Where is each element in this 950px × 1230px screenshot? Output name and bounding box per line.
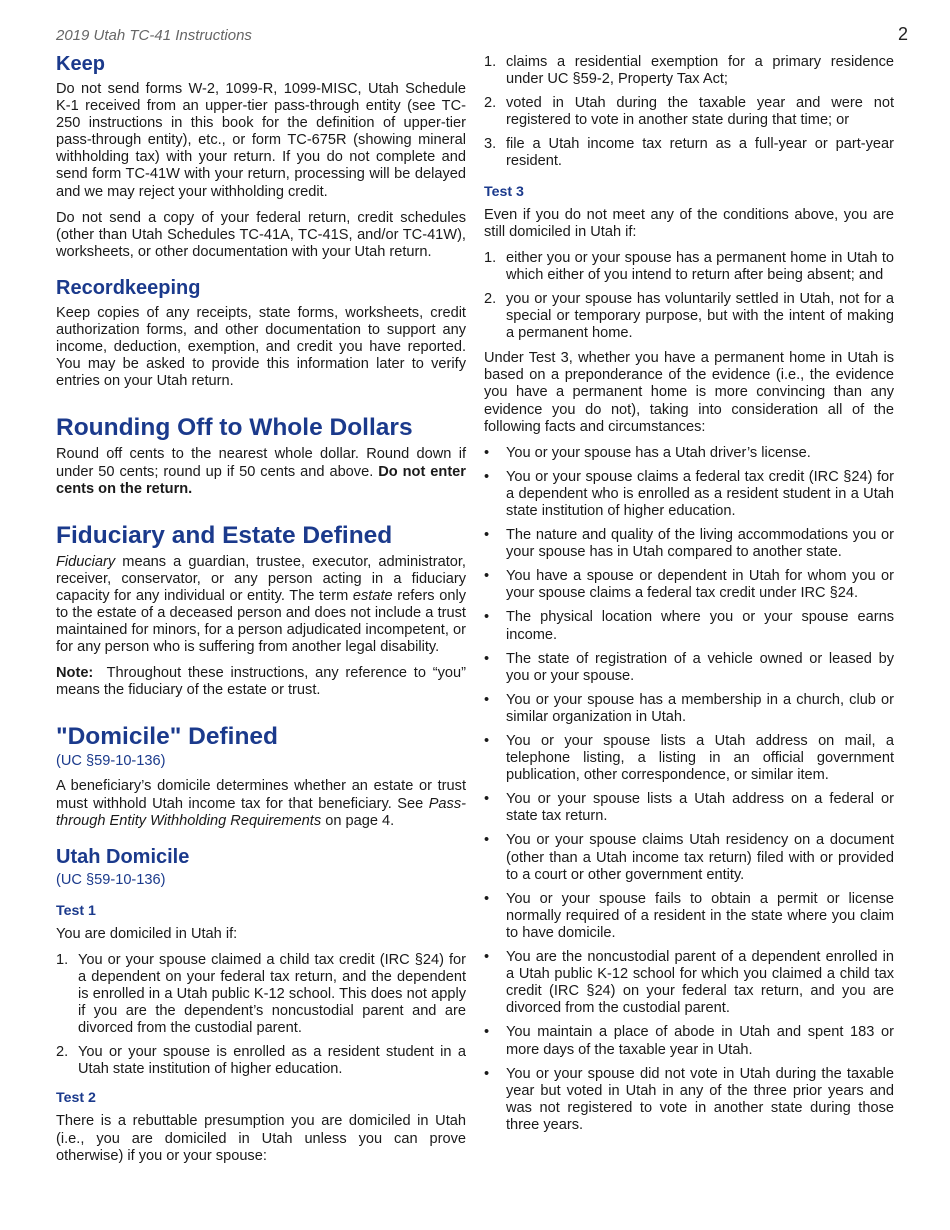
list-item: 1. either you or your spouse has a permanent home in Utah to which either of you intend to return after being absent; and bbox=[484, 249, 894, 283]
test1-intro: You are domiciled in Utah if: bbox=[56, 925, 238, 942]
test3-list bbox=[484, 250, 894, 342]
list-item: • You or your spouse claims Utah residency on a document (other than a Utah income tax return) filed with or provided to a court or other government entity. bbox=[484, 832, 894, 883]
right-column bbox=[484, 54, 894, 1142]
list-item: • The state of registration of a vehicle owned or leased by you or your spouse. bbox=[484, 650, 894, 684]
list-item: • You or your spouse claims a federal tax credit (IRC §24) for a dependent who is enrolled as a resident student in a Utah state institution of higher education. bbox=[484, 468, 894, 519]
test3-heading: Test 3 bbox=[484, 183, 524, 200]
test1-heading: Test 1 bbox=[56, 902, 96, 919]
list-item: • You or your spouse has a Utah driver’s license. bbox=[484, 444, 811, 461]
left-column bbox=[56, 52, 466, 1174]
domicile-citation: (UC §59-10-136) bbox=[56, 753, 166, 770]
note-label: Note: bbox=[56, 665, 94, 682]
fiduciary-note: Note: Throughout these instructions, any reference to “you” means the fiduciary of the estate or trust. bbox=[56, 665, 466, 699]
list-item: • The nature and quality of the living accommodations you or your spouse has in Utah compared to another state. bbox=[484, 527, 894, 561]
list-item: • You or your spouse fails to obtain a permit or license normally required of a resident in the state where you claim to have domicile. bbox=[484, 890, 894, 941]
list-item: • You or your spouse has a membership in a church, club or similar organization in Utah. bbox=[484, 691, 894, 725]
list-item: • You have a spouse or dependent in Utah for whom you or your spouse claims a federal tax credit under IRC §24. bbox=[484, 568, 894, 602]
fiduciary-heading: Fiduciary and Estate Defined bbox=[56, 521, 393, 549]
recordkeeping-heading: Recordkeeping bbox=[56, 276, 201, 299]
list-item: 1. You or your spouse claimed a child tax credit (IRC §24) for a dependent on your federal tax return, and the dependent is enrolled in a Utah public K-12 school. This does not apply if you are the dependent’s noncustodial parent and are divorced from the custodial parent. bbox=[56, 951, 466, 1037]
rounding-heading: Rounding Off to Whole Dollars bbox=[56, 414, 413, 442]
rounding-paragraph bbox=[56, 446, 466, 497]
document-header-title: 2019 Utah TC-41 Instructions bbox=[56, 27, 252, 44]
domicile-reference: Pass-through Entity Withholding Requirements bbox=[56, 795, 466, 829]
keep-paragraph-2: Do not send a copy of your federal return, credit schedules (other than Utah Schedules TC-41A, TC-41S, and/or TC-41W), worksheets, or other documentation with your Utah return. bbox=[56, 209, 466, 260]
list-item: 2. voted in Utah during the taxable year and were not registered to vote in another state during that time; or bbox=[484, 95, 894, 129]
recordkeeping-paragraph: Keep copies of any receipts, state forms, worksheets, credit authorization forms, and other documentation to support any income, deduction, exemption, and credit you have reported. You may be asked to provide this information later to verify entries on your Utah return. bbox=[56, 304, 466, 390]
fiduciary-term: Fiduciary bbox=[56, 553, 116, 570]
estate-term: estate bbox=[352, 587, 393, 604]
domicile-paragraph: A beneficiary’s domicile determines whether an estate or trust must withhold Utah income tax for that beneficiary. See Pass-through Entity Withholding Requirements on page 4. bbox=[56, 778, 466, 829]
list-item: • You or your spouse lists a Utah address on a federal or state tax return. bbox=[484, 791, 894, 825]
test3-intro: Even if you do not meet any of the conditions above, you are still domiciled in Utah if: bbox=[484, 206, 894, 240]
keep-heading: Keep bbox=[56, 53, 105, 75]
utah-domicile-heading: Utah Domicile bbox=[56, 845, 190, 868]
list-item: 1. claims a residential exemption for a primary residence under UC §59-2, Property Tax Act; bbox=[484, 54, 894, 88]
fiduciary-paragraph: Fiduciary means a guardian, trustee, executor, administrator, receiver, conservator, or any person acting in a fiduciary capacity for any individual or entity. The term estate refers only to the estate of a deceased person and does not include a trust maintained for minors, for a person adjudicated incompetent, or for any person who is suffering from another legal disability. bbox=[56, 553, 467, 656]
list-item: • You or your spouse lists a Utah address on mail, a telephone listing, a listing in an official government publication, other correspondence, or similar item. bbox=[484, 733, 894, 784]
list-item: 2. You or your spouse is enrolled as a resident student in a Utah state institution of higher education. bbox=[56, 1044, 466, 1078]
list-item: • The physical location where you or your spouse earns income. bbox=[484, 609, 894, 643]
keep-paragraph-1: Do not send forms W-2, 1099-R, 1099-MISC, Utah Schedule K-1 received from an upper-tier pass-through entity (see TC-250 instructions in this book for the definition of upper-tier pass-through entity), etc., or form TC-675R (showing mineral withholding tax) with your return. If you do not complete and send form TC-41W with your return, processing will be delayed and we may reject your withholding credit. bbox=[56, 81, 466, 200]
list-item: • You or your spouse did not vote in Utah during the taxable year but voted in Utah in any of the three prior years and was not registered to vote in another state during those three years. bbox=[484, 1065, 894, 1133]
domicile-heading: "Domicile" Defined bbox=[56, 723, 278, 751]
list-item: 2. you or your spouse has voluntarily settled in Utah, not for a special or temporary purpose, but with the intent of making a permanent home. bbox=[484, 290, 894, 342]
facts-bullet-list bbox=[484, 445, 894, 1134]
utah-domicile-citation: (UC §59-10-136) bbox=[56, 871, 166, 888]
list-item: • You are the noncustodial parent of a dependent enrolled in a Utah public K-12 school for which you claimed a child tax credit (IRC §24) on your federal tax return, and you are divorced from the custodial parent. bbox=[484, 949, 894, 1017]
test2-heading: Test 2 bbox=[56, 1090, 96, 1107]
test3-paragraph: Under Test 3, whether you have a permanent home in Utah is based on a preponderance of the evidence (i.e., the evidence you have a permanent home is more convincing than any evidence you do not), taking into consideration all of the following facts and circumstances: bbox=[484, 350, 894, 435]
list-item: • You maintain a place of abode in Utah and spent 183 or more days of the taxable year in Utah. bbox=[484, 1024, 894, 1058]
rounding-text: Round off cents to the nearest whole dollar. Round down if under 50 cents; round up if 50 cents and above. bbox=[56, 446, 466, 480]
rounding-bold-text: Do not enter cents on the return. bbox=[56, 463, 466, 497]
test1-list bbox=[56, 952, 466, 1079]
test2-intro: There is a rebuttable presumption you are domiciled in Utah (i.e., you are domiciled in Utah unless you can prove otherwise) if you or your spouse: bbox=[56, 1113, 466, 1164]
list-item: 3. file a Utah income tax return as a full-year or part-year resident. bbox=[484, 136, 894, 170]
test2-list bbox=[484, 54, 894, 171]
page-number: 2 bbox=[898, 24, 909, 44]
